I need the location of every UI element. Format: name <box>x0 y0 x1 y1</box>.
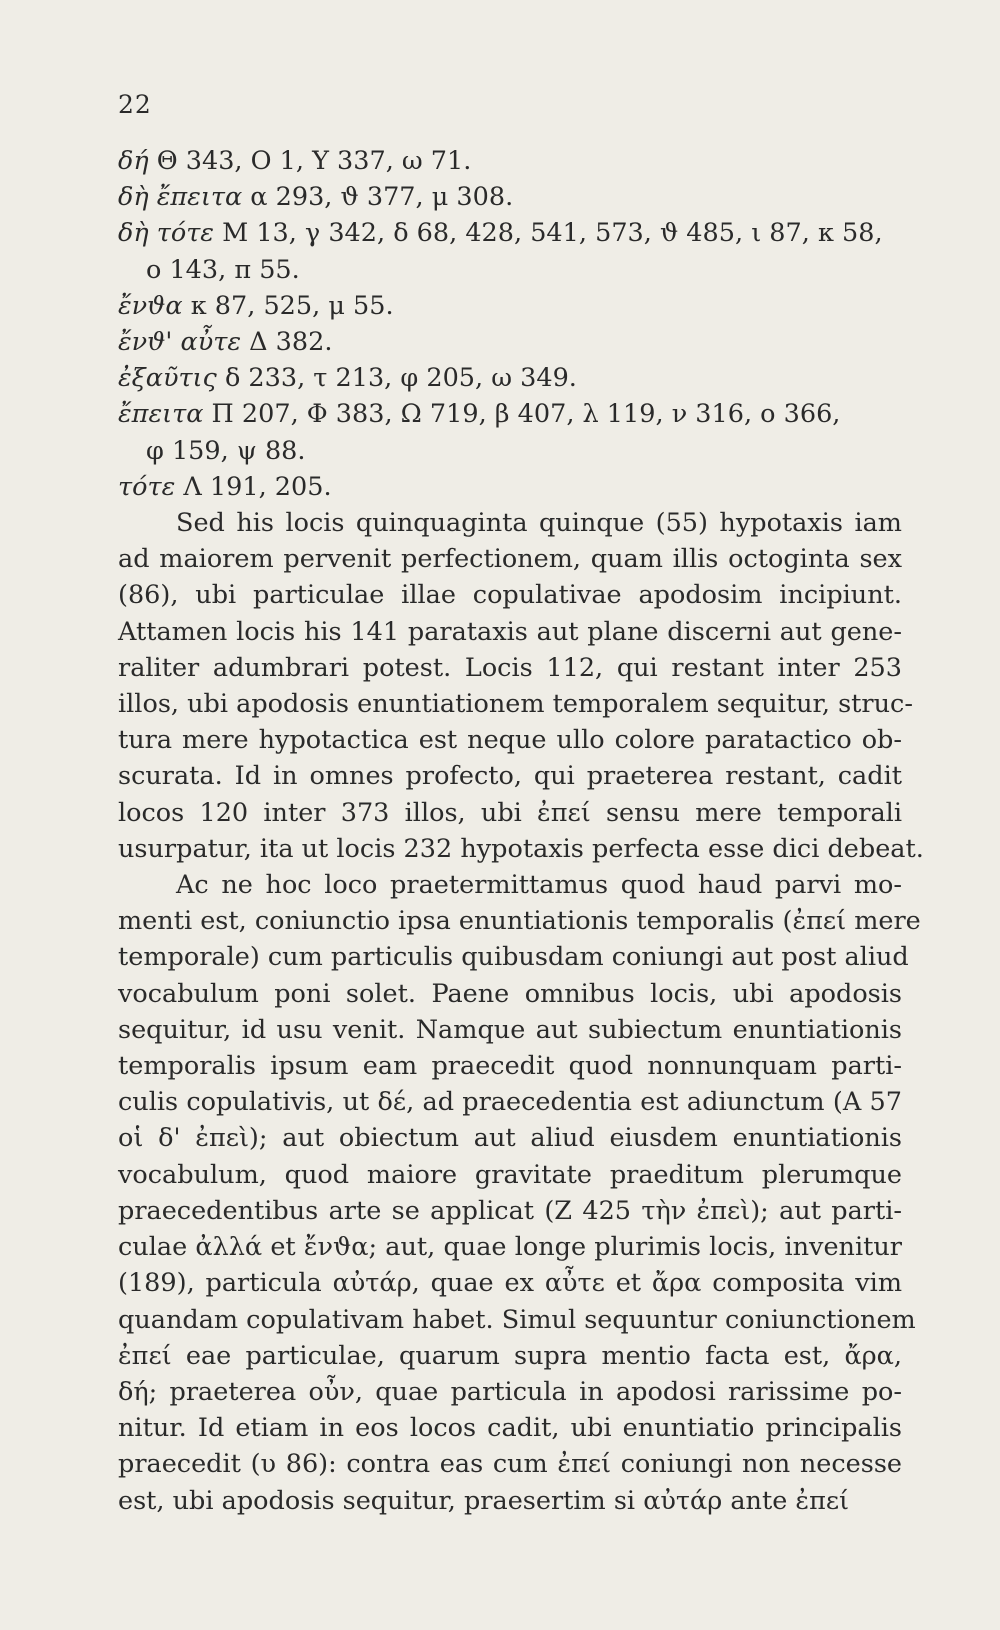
index-term: τότε <box>118 471 176 502</box>
index-entry <box>118 179 902 215</box>
text-line: οἱ δ' ἐπεὶ); aut obiectum aut aliud eiusdem enuntiationis <box>118 1123 902 1154</box>
index-term: δὴ ἔπειτα <box>118 182 243 213</box>
text-line: scurata. Id in omnes profecto, qui praeterea restant, cadit <box>118 761 902 792</box>
index-entry <box>118 324 902 360</box>
index-term: ἐξαῦτις <box>118 363 217 394</box>
text-line: ἐπεί eae particulae, quarum supra mentio facta est, ἄρα, <box>118 1340 902 1371</box>
index-entry <box>118 469 902 505</box>
text-line: temporalis ipsum eam praecedit quod nonnunquam parti- <box>118 1051 902 1082</box>
text-line: (189), particula αὐτάρ, quae ex αὖτε et ἄρα composita vim <box>118 1268 902 1299</box>
text-line: locos 120 inter 373 illos, ubi ἐπεί sensu mere temporali <box>118 797 902 828</box>
text-line: illos, ubi apodosis enuntiationem temporalem sequitur, struc- <box>118 689 913 720</box>
index-refs: δ 233, τ 213, φ 205, ω 349. <box>216 363 577 394</box>
index-term: δή <box>118 146 149 176</box>
index-term: ἔνϑα <box>118 290 183 321</box>
text-line: Ac ne hoc loco praetermittamus quod haud parvi mo- <box>176 870 902 901</box>
index-refs: κ 87, 525, μ 55. <box>182 290 394 321</box>
index-refs: ο 143, π 55. <box>146 254 300 285</box>
index-refs: M 13, γ 342, δ 68, 428, 541, 573, ϑ 485, ι 87, κ 58, <box>214 218 883 249</box>
text-line: temporale) cum particulis quibusdam coniungi aut post aliud <box>118 942 909 973</box>
text-line: Sed his locis quinquaginta quinque (55) hypotaxis iam <box>176 508 902 539</box>
text-line: sequitur, id usu venit. Namque aut subiectum enuntiationis <box>118 1014 902 1045</box>
page-number: 22 <box>118 90 152 119</box>
index-entry <box>118 433 902 469</box>
body-text <box>118 505 924 1519</box>
text-line: δή; praeterea οὖν, quae particula in apodosi rarissime po- <box>118 1376 902 1407</box>
text-line: vocabulum poni solet. Paene omnibus locis, ubi apodosis <box>118 978 902 1009</box>
text-line: usurpatur, ita ut locis 232 hypotaxis perfecta esse dici debeat. <box>118 833 924 864</box>
index-entry <box>118 288 902 324</box>
index-refs: α 293, ϑ 377, μ 308. <box>242 182 514 213</box>
text-line: vocabulum, quod maiore gravitate praeditum plerumque <box>118 1159 902 1190</box>
text-line: raliter adumbrari potest. Locis 112, qui restant inter 253 <box>118 652 902 683</box>
text-line: nitur. Id etiam in eos locos cadit, ubi enuntiatio principalis <box>118 1413 902 1444</box>
text-line: (86), ubi particulae illae copulativae apodosim incipiunt. <box>118 580 902 611</box>
paragraph <box>118 505 924 867</box>
text-line: tura mere hypotactica est neque ullo colore paratactico ob- <box>118 725 902 756</box>
text-line: ad maiorem pervenit perfectionem, quam illis octoginta sex <box>118 544 902 575</box>
text-line: culae ἀλλά et ἔνϑα; aut, quae longe plurimis locis, invenitur <box>118 1232 902 1263</box>
index-refs: Θ 343, Ο 1, Υ 337, ω 71. <box>148 146 472 176</box>
index-term: δὴ τότε <box>118 218 214 249</box>
index-refs: Δ 382. <box>241 327 333 358</box>
index-entry <box>118 396 902 432</box>
text-line: culis copulativis, ut δέ, ad praecedentia est adiunctum (Α 57 <box>118 1087 902 1118</box>
index-entry <box>118 215 902 251</box>
index-refs: Λ 191, 205. <box>175 471 332 502</box>
index-refs: Π 207, Φ 383, Ω 719, β 407, λ 119, ν 316, ο 366, <box>203 399 841 430</box>
text-line: quandam copulativam habet. Simul sequuntur coniunctionem <box>118 1304 916 1335</box>
index-term: ἔνϑ' αὖτε <box>118 327 242 358</box>
text-line: menti est, coniunctio ipsa enuntiationis temporalis (ἐπεί mere <box>118 906 921 937</box>
reference-index <box>118 143 902 505</box>
text-line: praecedentibus arte se applicat (Ζ 425 τὴν ἐπεὶ); aut parti- <box>118 1195 902 1226</box>
index-entry <box>118 360 902 396</box>
text-line: est, ubi apodosis sequitur, praesertim si αὐτάρ ante ἐπεί <box>118 1485 850 1516</box>
text-line: Attamen locis his 141 parataxis aut plane discerni aut gene- <box>118 616 902 647</box>
paragraph <box>118 867 921 1519</box>
text-line: praecedit (υ 86): contra eas cum ἐπεί coniungi non necesse <box>118 1449 902 1480</box>
index-term: ἔπειτα <box>118 399 204 430</box>
index-entry <box>118 143 902 179</box>
index-entry <box>118 252 902 288</box>
index-refs: φ 159, ψ 88. <box>146 435 306 466</box>
